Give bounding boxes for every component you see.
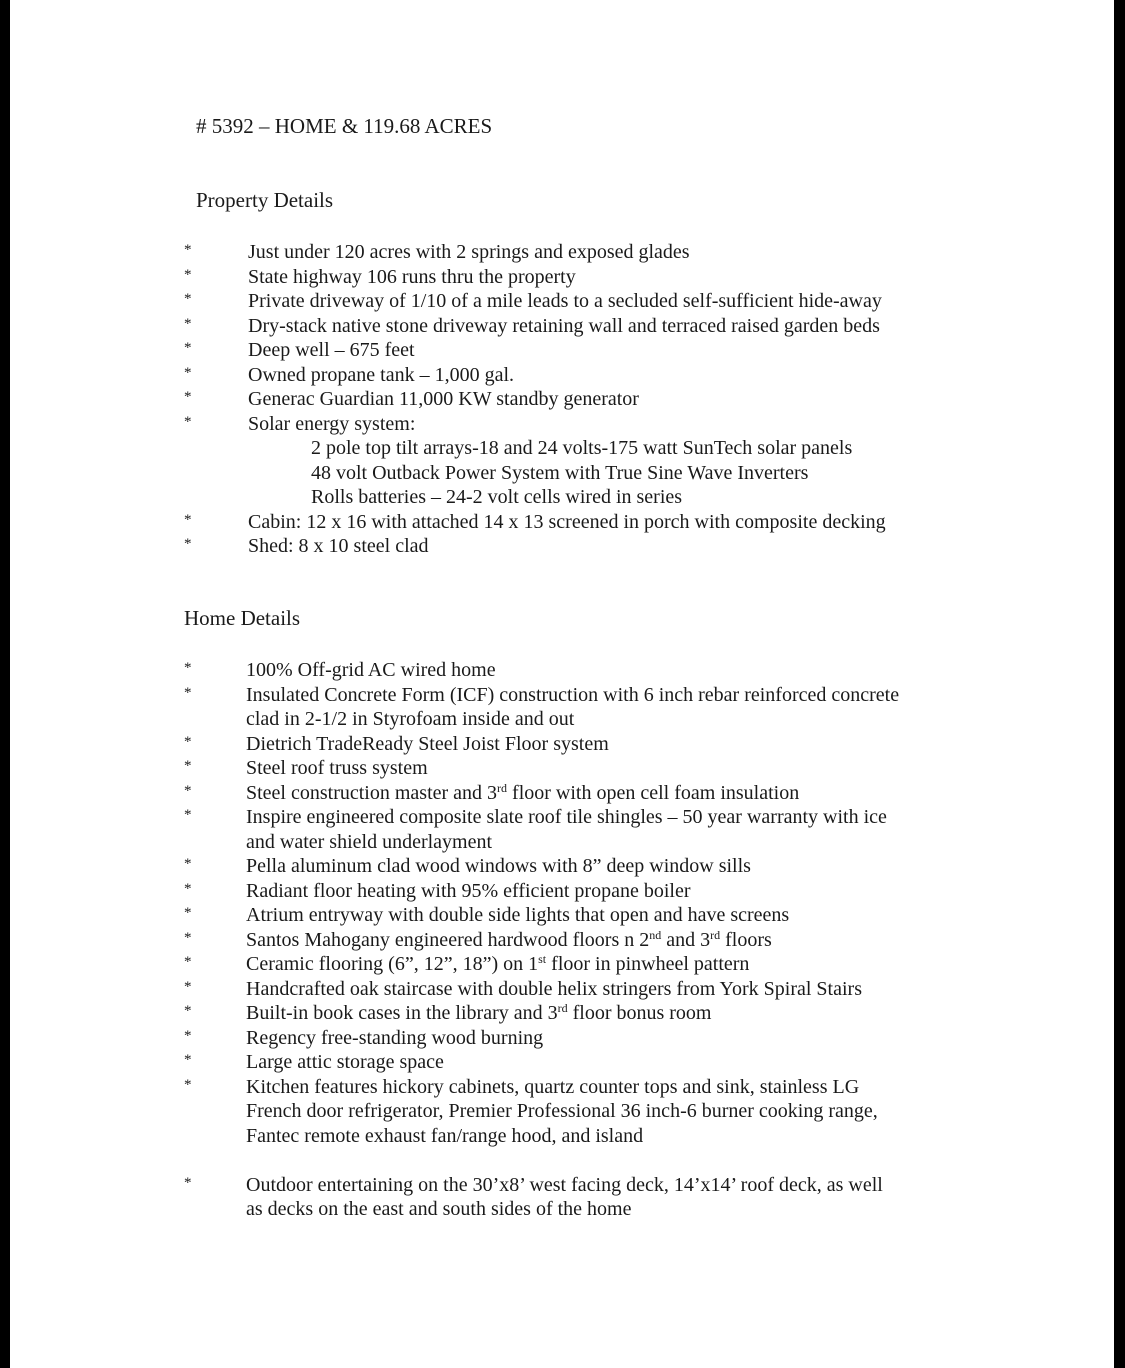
bullet-marker: * xyxy=(184,758,192,774)
bullet-marker: * xyxy=(184,1003,192,1019)
bullet-marker: * xyxy=(184,1027,192,1044)
bullet-marker: * xyxy=(184,291,192,307)
bullet-marker: * xyxy=(184,536,192,552)
bullet-marker: * xyxy=(184,511,192,528)
property-details-heading: Property Details xyxy=(196,188,334,212)
document-title: # 5392 – HOME & 119.68 ACRES xyxy=(196,114,493,138)
bullet-marker: * xyxy=(184,1052,192,1068)
bullet-marker: * xyxy=(184,905,192,921)
bullet-marker: * xyxy=(184,782,192,799)
home-details-heading: Home Details xyxy=(184,606,301,630)
bullet-marker: * xyxy=(184,684,192,701)
bullet-marker: * xyxy=(184,315,192,332)
bullet-marker: * xyxy=(184,929,192,946)
bullet-marker: * xyxy=(184,733,192,750)
bullet-marker: * xyxy=(184,340,192,356)
bullet-marker: * xyxy=(184,389,192,405)
bullet-marker: * xyxy=(184,364,192,381)
bullet-marker: * xyxy=(184,1076,192,1093)
document-page: # 5392 – HOME & 119.68 ACRES Property Details * Just under 120 acres with 2 springs and exposed glades * State highway 106 runs thru the property * Private driveway of 1/10 of a mile leads to a secluded self-sufficient hide-away * Dry-stack native stone driveway retaining wall and terraced raised garden beds * Deep well – 675 feet * Owned propane tank – 1,000 gal. * Generac Guardian 11,000 KW standby generator * Solar energy system: 2 pole top tilt arrays-18 and 24 volts-175 watt SunTech solar panels 48 volt Outback Power System with True Sine Wave Inverters Rolls batteries – 24-2 volt cells wired in series * Cabin: 12 x 16 with attached 14 x 13 screened in porch with composite decking * Shed: 8 x 10 steel clad Home Details * 100% Off-grid AC wired home * Insulated Concrete Form (ICF) construction with 6 inch rebar reinforced concrete clad in 2-1/2 in Styrofoam inside and out * Dietrich TradeReady Steel Joist Floor system * Steel roof truss system * Steel construction master and 3rd floor with open cell foam insulation * Inspire engineered composite slate roof tile shingles – 50 year warranty with ice and water shield underlayment * Pella aluminum clad wood windows with 8” deep window sills * Radiant floor heating with 95% efficient propane boiler * Atrium entryway with double side lights that open and have screens * Santos Mahogany engineered hardwood floors n 2nd and 3rd floors * Ceramic flooring (6”, 12”, 18”) on 1st floor in pinwheel pattern * Handcrafted oak staircase with double helix stringers from York Spiral Stairs * Built-in book cases in the library and 3rd floor bonus room * Regency free-standing wood burning * Large attic storage space * Kitchen features hickory cabinets, quartz counter tops and sink, stainless LG French door refrigerator, Premier Professional 36 inch-6 burner cooking range, Fantec remote exhaust fan/range hood, and island * Outdoor entertaining on the 30’x8’ west facing deck, 14’x14’ roof deck, as well as decks on the east and south sides of the home xyxy=(10,0,1114,1368)
bullet-marker: * xyxy=(184,807,192,823)
bullet-marker: * xyxy=(184,1174,192,1191)
bullet-marker: * xyxy=(184,266,192,283)
bullet-marker: * xyxy=(184,413,192,430)
bullet-marker: * xyxy=(184,242,192,258)
bullet-marker: * xyxy=(184,978,192,995)
bullet-marker: * xyxy=(184,660,192,676)
bullet-marker: * xyxy=(184,856,192,872)
bullet-marker: * xyxy=(184,954,192,970)
bullet-marker: * xyxy=(184,880,192,897)
